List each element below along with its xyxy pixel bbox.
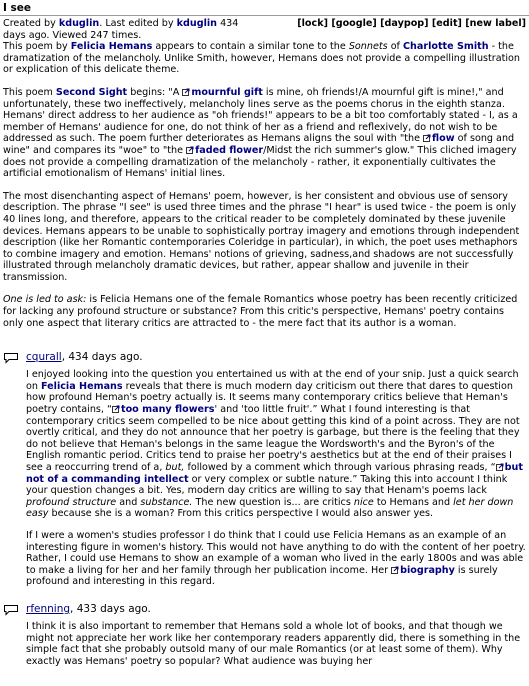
speech-bubble-icon — [3, 604, 19, 616]
meta-line-1: Created by kduglin. Last edited by kduglin 434 — [3, 18, 239, 29]
edit-link[interactable]: [edit] — [431, 18, 462, 29]
new-label-link[interactable]: [new label] — [465, 18, 526, 29]
comment-author-link[interactable]: cqurall — [26, 351, 62, 364]
comment-header: rfenning, 433 days ago. — [0, 603, 529, 617]
comment — [0, 603, 529, 667]
comment-header: cqurall, 434 days ago. — [0, 351, 529, 365]
node-action-links — [297, 18, 526, 30]
external-link-icon — [423, 134, 431, 142]
too-many-flowers-link[interactable]: too many flowers — [120, 404, 215, 416]
external-link-icon — [186, 146, 194, 154]
charlotte-smith-link[interactable]: Charlotte Smith — [403, 41, 489, 53]
external-link-icon — [496, 463, 504, 471]
daypop-link[interactable]: [daypop] — [380, 18, 429, 29]
mournful-gift-link[interactable]: mournful gift — [191, 86, 263, 98]
comment-paragraph: I think it is also important to remember that Hemans sold a whole lot of books, and that though we might not appreciate her work like her contemporary readers apparently did, there is something in the simple fact that she probably outsold many of our male Romantics (or at least some of them). Why exactly was Hemans' poetry so popular? What audience was buying her — [26, 620, 521, 667]
felicia-hemans-link[interactable]: Felicia Hemans — [70, 41, 153, 53]
comment-body — [26, 621, 526, 667]
comment-paragraph: I enjoyed looking into the question you entertained us with at the end of your snip. Just a quick search on Felicia Hemans reveals that there is much modern day criticism out there that dares to question how profound Heman's poetry actually is. It seems many contemporary critics believe that Heman's poetry contains, “ too many flowers' and 'too little fruit'.” What I found interesting is that contemporary critics seem compelled to be nice about getting this kind of a point across. They are not overtly critical, and they do not announce that her poetry is garbage, but there is the feeling that they do not believe that Heman's belongs in the same league the Wordsworth's and the Byron's of the English romantic period. Critics tend to praise her poetry's aesthetics but at the end of their praises I see a reoccurring trend of a, but, followed by a comment which through various phrasing reads, “ but not of a commanding intellect or very complex or subtle nature.” Taking this into account I think your question changes a bit. Yes, modern day critics are willing to say that Henam's poems lack profound structure and substance. The new question is... are critics nice to Hemans and let her down easy because she is a woman? From this critics perspective I would also answer yes. — [26, 369, 523, 520]
article-body — [3, 41, 526, 329]
second-sight-link[interactable]: Second Sight — [55, 86, 128, 98]
lock-link[interactable]: [lock] — [297, 18, 328, 29]
node-meta — [3, 18, 526, 41]
article-paragraph-3: The most disenchanting aspect of Hemans' poem, however, is her consistent and obvious use of sensory description. The phrase "I see" is used three times and the phrase "I hear" is used twice - the poem is only 40 lines long, and therefore, appears to the critical reader to be completely dominated by these juvenile devices. Hemans appears to be unable to sophistically portray imagery and emotions through independent description (like her Romantic contemporaries Coleridge in particular), in which, the poet uses methaphors to combine imagery and emotion. Hemans' notions of grieving, sadness,and shadows are not successfully illustrated through melancholy dramatic devices, but rather, appear shallow and juvenile in their transmission. — [3, 190, 520, 283]
speech-bubble-icon — [3, 352, 19, 364]
meta-line-2: days ago. Viewed 247 times. — [3, 29, 142, 41]
title-bar — [0, 0, 529, 16]
article-paragraph-2: This poem Second Sight begins: "A mournful gift is mine, oh friends!/A mournful gift is mine!," and unfortunately, these two ineffectively, melancholy lines serve as the poems chorus in the eighth stanza. Hemans' direct address to her audience as "oh friends!" appears to be a bit too comfortably stated - I, as a member of Hemans' audience for one, do not think of her as a friend and reflexively, do not wish to be addressed as such. The poem further deteriorates as Hemans aligns the soul with "the flow of song and wine" and compares its "woe" to "the faded flower/Midst the rich summer's glow." This cliched imagery does not provide a compelling dramatization of the melancholy - rather, it exponentially cultivates the artificial emotionalism of Hemans' initial lines. — [3, 86, 518, 180]
flow-link[interactable]: flow — [432, 133, 455, 145]
comment-paragraph: If I were a women's studies professor I do think that I could use Felicia Hemans as an example of an interesting figure in women's history. This would not have anything to do with the content of her poetry. Rather, I could use Hemans to show an example of a woman who lived in the early 1800s and was able to make a living for her and her family through her publication income. Her biography is surely profound and interesting in this regard. — [26, 529, 526, 588]
external-link-icon — [112, 405, 120, 413]
external-link-icon — [182, 88, 190, 96]
article-paragraph-4: One is led to ask: is Felicia Hemans one of the female Romantics whose poetry has been recently criticized for lacking any profound structure or substance? From this critic's perspective, Hemans' poetry contains only one aspect that literary critics are attracted to - the mere fact that its author is a woman. — [3, 294, 518, 329]
faded-flower-link[interactable]: faded flower — [195, 144, 264, 156]
external-link-icon — [391, 566, 399, 574]
commanding-intellect-link[interactable]: but not of a commanding intellect — [26, 462, 523, 485]
comment — [0, 351, 529, 588]
creator-link[interactable]: kduglin — [58, 18, 100, 29]
felicia-hemans-search-link[interactable]: Felicia Hemans — [41, 380, 123, 392]
comment-body — [26, 369, 526, 588]
google-link[interactable]: [google] — [331, 18, 377, 29]
biography-link[interactable]: biography — [400, 564, 455, 576]
comment-author-link[interactable]: rfenning — [26, 602, 71, 615]
page-title: I see — [3, 2, 32, 14]
editor-link[interactable]: kduglin — [176, 18, 218, 29]
article-paragraph-1: This poem by Felicia Hemans appears to contain a similar tone to the Sonnets of Charlotte Smith - the dramatization of the melancholy. Unlike Smith, however, Hemans does not provide a compelling illustration or explication of this delicate theme. — [3, 41, 521, 76]
